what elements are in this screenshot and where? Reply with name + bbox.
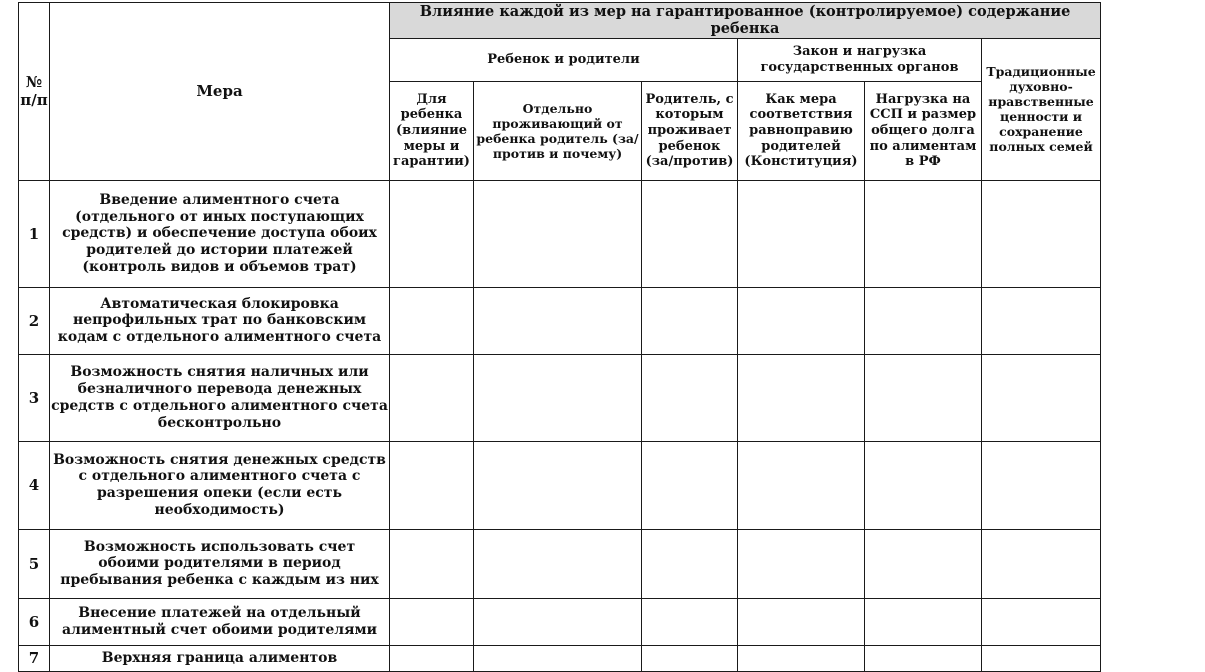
subcol-equality: Как мера соответствия равноправию родителей (Конституция) (738, 81, 865, 180)
table-row (19, 529, 1101, 598)
cell (738, 354, 865, 441)
cell (474, 598, 642, 645)
subcol-for-child: Для ребенка (влияние меры и гарантии) (390, 81, 474, 180)
col-header-measure-label: Мера (196, 82, 243, 101)
cell (738, 529, 865, 598)
col-header-number (19, 3, 50, 181)
cell (390, 180, 474, 287)
cell (474, 354, 642, 441)
table-row (19, 354, 1101, 441)
cell (982, 441, 1101, 529)
row-number: 1 (19, 180, 50, 287)
measures-table (18, 2, 1101, 672)
row-number: 5 (19, 529, 50, 598)
col-header-number-label: № п/п (20, 73, 48, 110)
table-row (19, 645, 1101, 671)
cell (390, 287, 474, 354)
cell (642, 287, 738, 354)
subcol-separate-parent: Отдельно проживающий от ребенка родитель (за/против и почему) (474, 81, 642, 180)
cell (982, 529, 1101, 598)
cell (738, 598, 865, 645)
cell (982, 180, 1101, 287)
row-measure: Возможность снятия денежных средств с отдельного алиментного счета с разрешения опеки (если есть необходимость) (50, 441, 390, 529)
cell (642, 180, 738, 287)
row-number: 7 (19, 645, 50, 671)
cell (390, 529, 474, 598)
cell (865, 287, 982, 354)
cell (390, 645, 474, 671)
cell (738, 441, 865, 529)
cell (738, 287, 865, 354)
cell (865, 529, 982, 598)
cell (982, 354, 1101, 441)
row-number: 2 (19, 287, 50, 354)
row-number: 4 (19, 441, 50, 529)
cell (982, 645, 1101, 671)
table-row (19, 180, 1101, 287)
row-number: 3 (19, 354, 50, 441)
table-row (19, 598, 1101, 645)
subcol-resident-parent: Родитель, с которым проживает ребенок (за/против) (642, 81, 738, 180)
impact-header: Влияние каждой из мер на гарантированное (контролируемое) содержание ребенка (390, 3, 1101, 39)
group-law-load: Закон и нагрузка государственных органов (738, 38, 982, 81)
cell (642, 645, 738, 671)
row-measure: Верхняя граница алиментов (50, 645, 390, 671)
row-number: 6 (19, 598, 50, 645)
cell (738, 645, 865, 671)
cell (865, 441, 982, 529)
cell (642, 441, 738, 529)
cell (865, 645, 982, 671)
cell (982, 598, 1101, 645)
row-measure: Автоматическая блокировка непрофильных трат по банковским кодам с отдельного алиментного счета (50, 287, 390, 354)
cell (738, 180, 865, 287)
row-measure: Возможность снятия наличных или безналичного перевода денежных средств с отдельного алиментного счета бесконтрольно (50, 354, 390, 441)
row-measure: Введение алиментного счета (отдельного от иных поступающих средств) и обеспечение доступа обоих родителей до истории платежей (контроль видов и объемов трат) (50, 180, 390, 287)
cell (865, 180, 982, 287)
row-measure: Внесение платежей на отдельный алиментный счет обоими родителями (50, 598, 390, 645)
row-measure: Возможность использовать счет обоими родителями в период пребывания ребенка с каждым из них (50, 529, 390, 598)
cell (390, 598, 474, 645)
cell (865, 598, 982, 645)
cell (474, 529, 642, 598)
cell (474, 287, 642, 354)
cell (642, 354, 738, 441)
table-row (19, 441, 1101, 529)
col-header-measure (50, 3, 390, 181)
cell (642, 529, 738, 598)
group-traditional-values: Традиционные духовно-нравственные ценности и сохранение полных семей (982, 38, 1101, 180)
cell (474, 645, 642, 671)
cell (390, 354, 474, 441)
cell (642, 598, 738, 645)
table-row (19, 287, 1101, 354)
cell (865, 354, 982, 441)
cell (474, 441, 642, 529)
cell (390, 441, 474, 529)
cell (474, 180, 642, 287)
cell (982, 287, 1101, 354)
subcol-fssp-load: Нагрузка на ССП и размер общего долга по алиментам в РФ (865, 81, 982, 180)
group-child-parents: Ребенок и родители (390, 38, 738, 81)
